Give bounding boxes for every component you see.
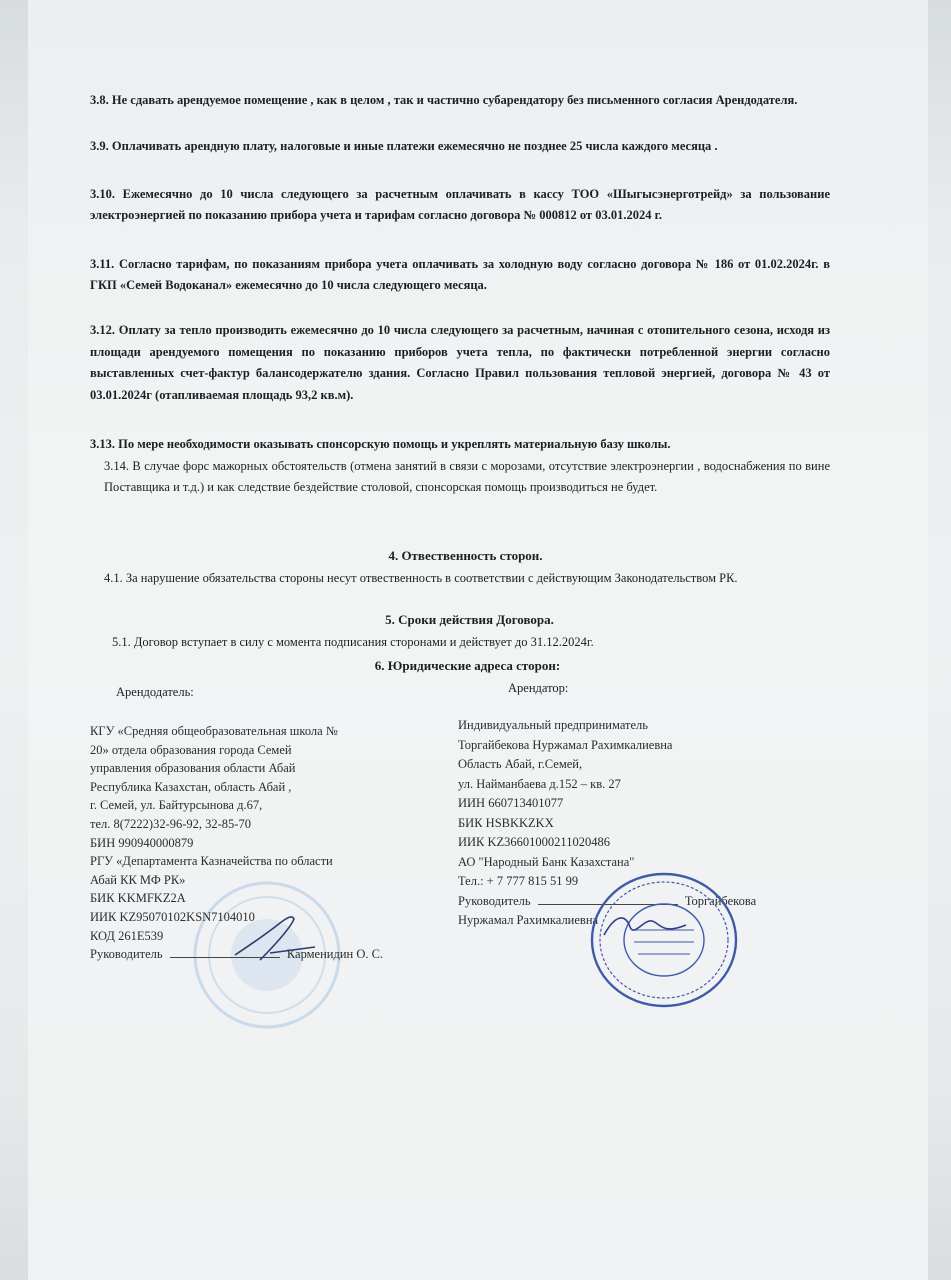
- landlord-line: Республика Казахстан, область Абай ,: [90, 779, 292, 794]
- tenant-line: Индивидуальный предприниматель: [458, 718, 648, 732]
- tenant-line: АО "Народный Банк Казахстана": [458, 854, 635, 869]
- landlord-line: 20» отдела образования города Семей: [90, 742, 292, 757]
- clause-3-9: 3.9. Оплачивать арендную плату, налоговые и иные платежи ежемесячно не позднее 25 числа каждого месяца .: [90, 139, 718, 153]
- landlord-line: г. Семей, ул. Байтурсынова д.67,: [90, 798, 263, 813]
- clause-3-11: 3.11. Согласно тарифам, по показаниям прибора учета оплачивать за холодную воду согласно договора № 186 от 01.02.2024г. в ГКП «Семей Водоканал» ежемесячно до 10 числа следующего месяца.: [90, 257, 830, 292]
- landlord-line: БИК KKMFKZ2A: [90, 891, 186, 906]
- landlord-line: КГУ «Средняя общеобразовательная школа №: [90, 724, 338, 738]
- clause-3-12: 3.12. Оплату за тепло производить ежемесячно до 10 числа следующего за расчетным, начиная с отопительного сезона, исходя из площади арендуемого помещения по показанию приборов учета тепла, по фактически потребленной энергии согласно выставленных счет-фактур балансодержателю здания. Согласно Правил пользования тепловой энергией, договора № 43 от 03.01.2024г (отапливаемая площадь 93,2 кв.м).: [90, 323, 830, 402]
- landlord-line: РГУ «Департамента Казначейства по области: [90, 854, 333, 869]
- landlord-label: Арендодатель:: [116, 685, 194, 699]
- tenant-line: ИИН 660713401077: [458, 796, 564, 810]
- tenant-line: ИИК KZ36601000211020486: [458, 835, 610, 849]
- landlord-line: ИИК KZ95070102KSN7104010: [90, 909, 255, 924]
- tenant-label: Арендатор:: [508, 681, 569, 695]
- landlord-signature-label: Руководитель: [90, 947, 163, 962]
- tenant-line: Тел.: + 7 777 815 51 99: [458, 874, 579, 888]
- landlord-signature: [230, 905, 320, 965]
- clause-5-1: 5.1. Договор вступает в силу с момента подписания сторонами и действует до 31.12.2024г.: [112, 635, 594, 649]
- clause-3-14: 3.14. В случае форс мажорных обстоятельств (отмена занятий в связи с морозами, отсутствие электроэнергии , водоснабжения по вине Поставщика и т.д.) и как следствие бездействие столовой, спонсорская помощь производиться не будет.: [104, 459, 830, 494]
- clause-4-1: 4.1. За нарушение обязательства стороны несут отвественность в соответствии с действующим Законодательством РК.: [104, 571, 738, 585]
- clause-3-8: 3.8. Не сдавать арендуемое помещение , как в целом , так и частично субарендатору без письменного согласия Арендодателя.: [90, 93, 798, 107]
- landlord-line: Абай КК МФ РК»: [90, 872, 186, 887]
- clause-3-13: 3.13. По мере необходимости оказывать спонсорскую помощь и укреплять материальную базу школы.: [90, 437, 671, 451]
- tenant-line: Область Абай, г.Семей,: [458, 757, 583, 771]
- tenant-line: Торгайбекова Нуржамал Рахимкалиевна: [458, 737, 673, 752]
- tenant-signature-label: Руководитель: [458, 893, 531, 908]
- section-4-heading: 4. Отвественность сторон.: [388, 548, 543, 563]
- tenant-signature-name: Торгайбекова: [684, 893, 757, 908]
- landlord-line: БИН 990940000879: [90, 835, 194, 850]
- clause-3-10: 3.10. Ежемесячно до 10 числа следующего за расчетным оплачивать в кассу ТОО «Шыгысэнерготрейд» за пользование электроэнергией по показанию прибора учета и тарифам согласно договора № 000812 от 03.01.2024 г.: [90, 187, 830, 222]
- landlord-line: тел. 8(7222)32-96-92, 32-85-70: [90, 816, 251, 831]
- tenant-signature: [600, 905, 690, 945]
- landlord-signature-name: Карменидин О. С.: [286, 947, 384, 962]
- tenant-signature-name-2: Нуржамал Рахимкалиевна: [458, 913, 599, 927]
- section-5-heading: 5. Сроки действия Договора.: [385, 612, 554, 627]
- landlord-line: управления образования области Абай: [90, 761, 296, 776]
- landlord-line: КОД 261Е539: [90, 928, 164, 943]
- tenant-line: ул. Найманбаева д.152 – кв. 27: [458, 776, 621, 791]
- section-6-heading: 6. Юридические адреса сторон:: [374, 658, 561, 673]
- tenant-line: БИК HSBKKZKX: [458, 815, 554, 830]
